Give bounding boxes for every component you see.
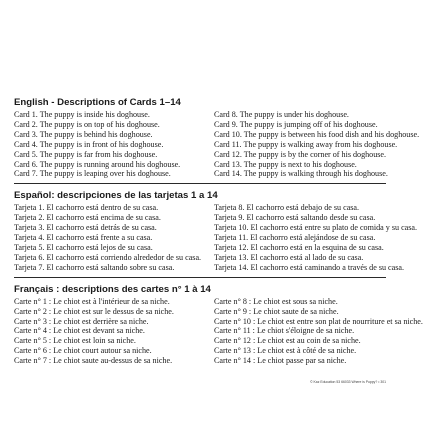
french-card-13: Carte n° 13 : Le chiot est à côté de sa niche.: [214, 346, 357, 356]
spanish-card-9: Tarjeta 9. El cachorro está saltando desde su casa.: [214, 213, 376, 223]
card-descriptions-sheet: [14, 97, 423, 376]
french-columns: [14, 296, 423, 366]
spanish-card-6: Tarjeta 6. El cachorro está corriendo alrededor de su casa.: [14, 252, 202, 262]
spanish-card-14: Tarjeta 14. El cachorro está caminando a través de su casa.: [214, 262, 404, 272]
french-card-3: Carte n° 3 : Le chiot est derrière sa niche.: [14, 316, 149, 326]
spanish-right-column: [214, 203, 418, 272]
english-card-13: Card 13. The puppy is next to his doghouse.: [214, 159, 357, 169]
french-card-14: Carte n° 14 : Le chiot passe par sa niche.: [214, 356, 347, 366]
french-heading: Français : descriptions des cartes n° 1 à 14: [14, 283, 211, 295]
english-card-9: Card 9. The puppy is jumping off of his doghouse.: [214, 119, 378, 129]
english-card-8: Card 8. The puppy is under his doghouse.: [214, 110, 349, 119]
english-card-11: Card 11. The puppy is walking away from his doghouse.: [214, 139, 398, 149]
spanish-card-11: Tarjeta 11. El cachorro está alejándose de su casa.: [214, 233, 376, 243]
french-card-12: Carte n° 12 : Le chiot est au coin de sa niche.: [214, 336, 361, 346]
spanish-columns: [14, 203, 418, 272]
french-card-5: Carte n° 5 : Le chiot est loin sa niche.: [14, 336, 136, 346]
french-card-11: Carte n° 11 : Le chiot s'éloigne de sa niche.: [214, 326, 355, 336]
spanish-heading: Español: descripciones de las tarjetas 1 a 14: [14, 190, 218, 202]
english-card-1: Card 1. The puppy is inside his doghouse.: [14, 110, 150, 119]
english-section: [14, 97, 420, 184]
spanish-card-2: Tarjeta 2. El cachorro está encima de su casa.: [14, 213, 161, 223]
spanish-card-5: Tarjeta 5. El cachorro está lejos de su casa.: [14, 242, 153, 252]
french-card-7: Carte n° 7 : Le chiot saute au-dessus de sa niche.: [14, 356, 173, 366]
french-card-9: Carte n° 9 : Le chiot saute de sa niche.: [214, 306, 339, 316]
spanish-card-4: Tarjeta 4. El cachorro está frente a su casa.: [14, 233, 153, 243]
english-card-4: Card 4. The puppy is in front of his doghouse.: [14, 139, 164, 149]
french-card-2: Carte n° 2 : Le chiot est sur le dessus de sa niche.: [14, 306, 174, 316]
english-card-2: Card 2. The puppy is on top of his doghouse.: [14, 119, 160, 129]
english-card-7: Card 7. The puppy is leaping over his doghouse.: [14, 169, 171, 179]
english-heading: English - Descriptions of Cards 1–14: [14, 97, 181, 108]
french-section: [14, 283, 423, 370]
spanish-card-8: Tarjeta 8. El cachorro está debajo de su casa.: [214, 203, 360, 213]
english-card-10: Card 10. The puppy is between his food dish and his doghouse.: [214, 129, 420, 139]
french-card-1: Carte n° 1 : Le chiot est à l'intérieur de sa niche.: [14, 296, 170, 306]
english-card-3: Card 3. The puppy is behind his doghouse.: [14, 129, 153, 139]
english-left-column: [14, 110, 214, 179]
spanish-card-10: Tarjeta 10. El cachorro está entre su plato de comida y su casa.: [214, 223, 418, 233]
french-card-8: Carte n° 8 : Le chiot est sous sa niche.: [214, 296, 338, 306]
english-columns: [14, 110, 420, 179]
french-left-column: [14, 297, 214, 366]
spanish-card-12: Tarjeta 12. El cachorro está en la esquina de su casa.: [214, 242, 384, 252]
spanish-card-13: Tarjeta 13. El cachorro está al lado de su casa.: [214, 252, 364, 262]
english-card-14: Card 14. The puppy is walking through his doghouse.: [214, 169, 388, 179]
spanish-card-7: Tarjeta 7. El cachorro está saltando sobre su casa.: [14, 262, 175, 272]
spanish-card-1: Tarjeta 1. El cachorro está dentro de su casa.: [14, 203, 159, 213]
english-card-6: Card 6. The puppy is running around his doghouse.: [14, 159, 181, 169]
spanish-section: [14, 190, 418, 277]
english-card-5: Card 5. The puppy is far from his doghouse.: [14, 149, 158, 159]
french-card-6: Carte n° 6 : Le chiot court autour sa niche.: [14, 346, 152, 356]
copyright-footer: © Kaz Education 53 66033 Where is Puppy? • 301: [310, 380, 386, 384]
french-card-4: Carte n° 4 : Le chiot est devant sa niche.: [14, 326, 145, 336]
spanish-card-3: Tarjeta 3. El cachorro está detrás de su casa.: [14, 223, 157, 233]
french-right-column: [214, 296, 423, 366]
french-card-10: Carte n° 10 : Le chiot est entre son plat de nourriture et sa niche.: [214, 316, 423, 326]
english-right-column: [214, 110, 420, 179]
spanish-left-column: [14, 203, 214, 272]
english-card-12: Card 12. The puppy is by the corner of his doghouse.: [214, 149, 387, 159]
